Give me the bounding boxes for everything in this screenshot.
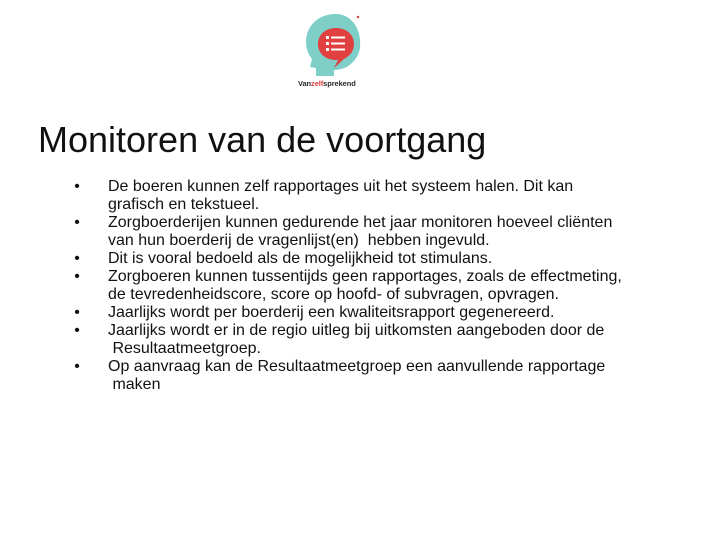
logo-word-part3: sprekend — [323, 79, 356, 88]
bullet-line: Jaarlijks wordt per boerderij een kwaliteitsrapport gegenereerd. — [108, 304, 555, 321]
bullet-item — [72, 268, 702, 304]
bullet-line: grafisch en tekstueel. — [108, 196, 260, 213]
logo-wordmark — [298, 79, 378, 88]
bullet-line: maken — [108, 376, 161, 393]
bullet-dot-icon: • — [74, 214, 80, 231]
bullet-item — [72, 358, 702, 394]
head-bubble-icon — [296, 12, 376, 82]
bullet-dot-icon: • — [74, 178, 80, 195]
bullet-dot-icon: • — [74, 322, 80, 339]
bullet-item — [72, 304, 702, 322]
bullet-line: de tevredenheidscore, score op hoofd- of subvragen, opvragen. — [108, 286, 559, 303]
bullet-item — [72, 250, 702, 268]
bullet-line: Resultaatmeetgroep. — [108, 340, 261, 357]
bullet-line: De boeren kunnen zelf rapportages uit het systeem halen. Dit kan — [108, 178, 574, 195]
bullet-line: Zorgboerderijen kunnen gedurende het jaar monitoren hoeveel cliënten — [108, 214, 613, 231]
bullet-line: Jaarlijks wordt er in de regio uitleg bij uitkomsten aangeboden door de — [108, 322, 605, 339]
bullet-line: Dit is vooral bedoeld als de mogelijkheid tot stimulans. — [108, 250, 493, 267]
bullet-item — [72, 322, 702, 358]
slide-title: Monitoren van de voortgang — [38, 119, 487, 160]
bullet-item — [72, 178, 702, 214]
bullet-dot-icon: • — [74, 268, 80, 285]
bullet-item — [72, 214, 702, 250]
logo-word-part2: zelf — [311, 79, 324, 88]
logo-word-part1: Van — [298, 79, 312, 88]
bullet-dot-icon: • — [74, 304, 80, 321]
bullet-line: Zorgboeren kunnen tussentijds geen rapportages, zoals de effectmeting, — [108, 268, 622, 285]
bullet-list — [72, 178, 702, 394]
bullet-line: van hun boerderij de vragenlijst(en) hebben ingevuld. — [108, 232, 490, 249]
bullet-line: Op aanvraag kan de Resultaatmeetgroep een aanvullende rapportage — [108, 358, 606, 375]
bullet-dot-icon: • — [74, 358, 80, 375]
bullet-dot-icon: • — [74, 250, 80, 267]
